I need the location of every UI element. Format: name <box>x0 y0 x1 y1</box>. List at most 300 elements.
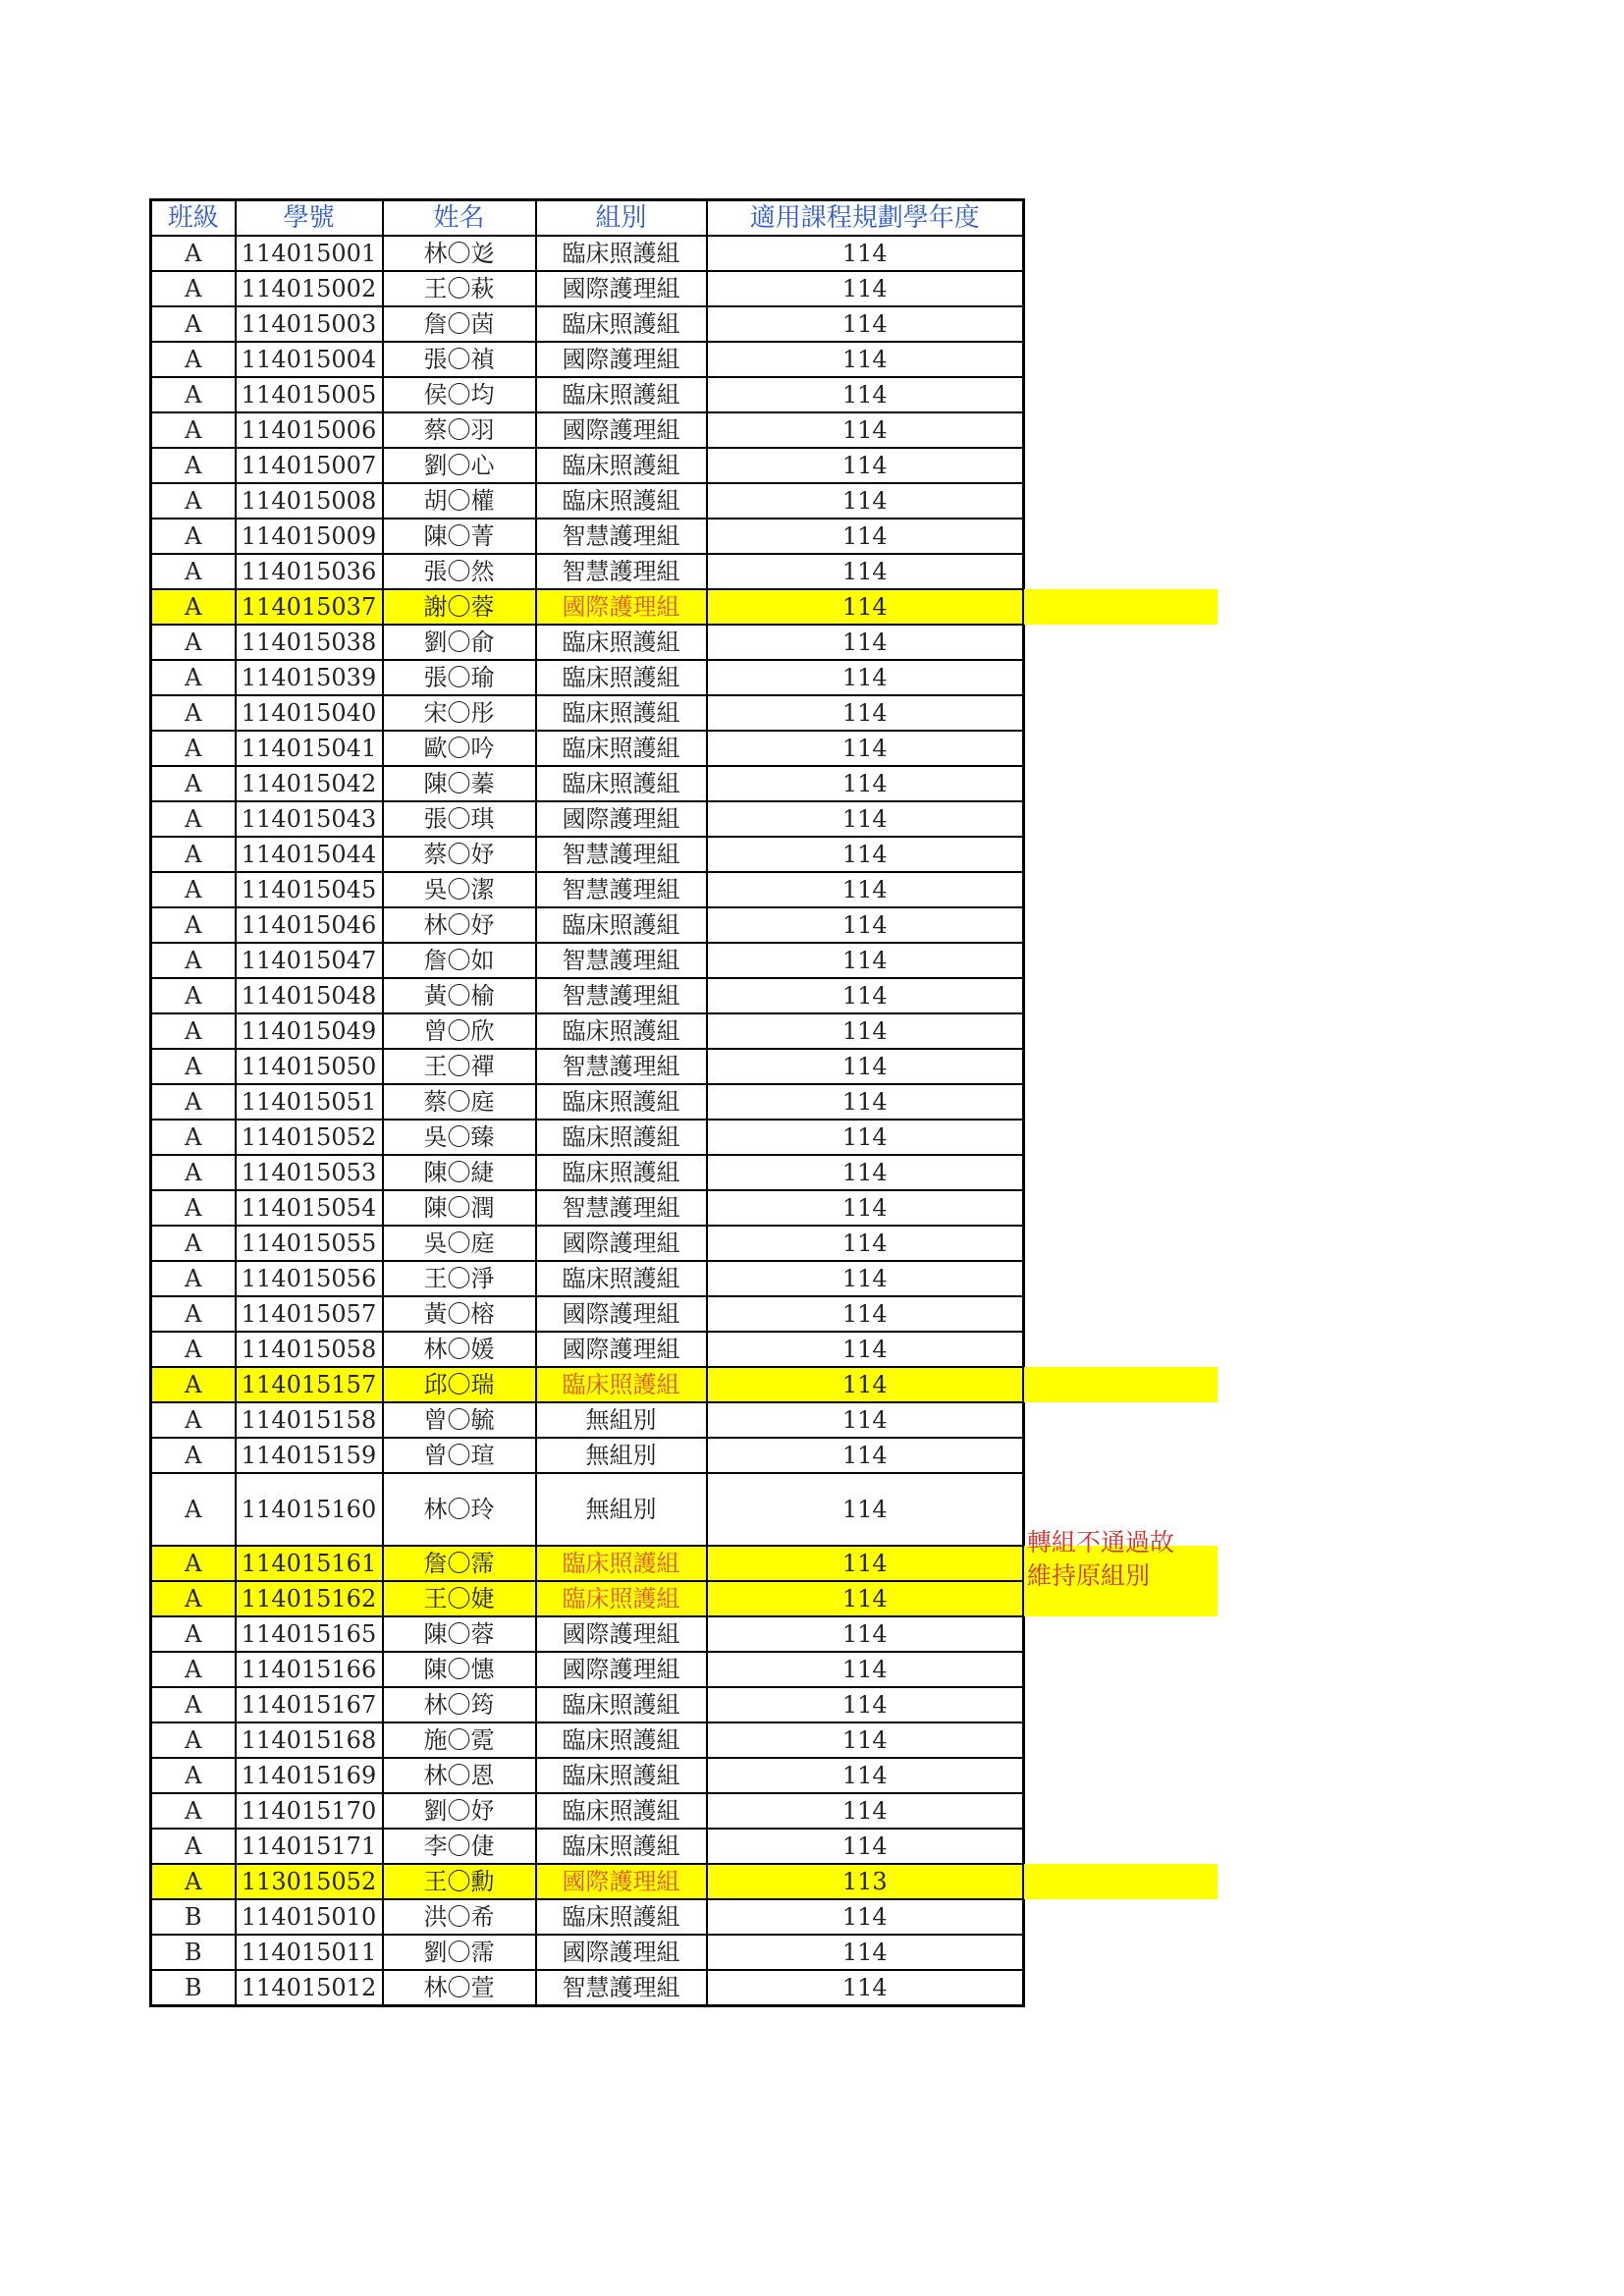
cell-class: A <box>151 1473 236 1546</box>
cell-student-id: 114015162 <box>236 1581 383 1616</box>
cell-class: A <box>151 1296 236 1332</box>
cell-student-id: 114015045 <box>236 872 383 907</box>
cell-class: A <box>151 1438 236 1473</box>
table-row <box>151 1581 1024 1616</box>
cell-name: 張〇琪 <box>383 801 536 837</box>
cell-student-id: 114015167 <box>236 1687 383 1722</box>
table-row <box>151 377 1024 412</box>
cell-student-id: 113015052 <box>236 1864 383 1899</box>
table-row <box>151 1473 1024 1546</box>
cell-group: 國際護理組 <box>536 1226 707 1261</box>
cell-curriculum-year: 114 <box>707 271 1024 306</box>
cell-student-id: 114015041 <box>236 731 383 766</box>
table-row <box>151 1864 1024 1899</box>
cell-class: A <box>151 1829 236 1864</box>
table-row <box>151 1616 1024 1652</box>
cell-class: A <box>151 943 236 978</box>
cell-group: 臨床照護組 <box>536 1084 707 1120</box>
cell-group: 無組別 <box>536 1402 707 1438</box>
cell-group: 臨床照護組 <box>536 1261 707 1296</box>
cell-group: 國際護理組 <box>536 1616 707 1652</box>
cell-group: 臨床照護組 <box>536 1546 707 1581</box>
cell-name: 洪〇希 <box>383 1899 536 1935</box>
header-student-id: 學號 <box>236 200 383 237</box>
cell-curriculum-year: 114 <box>707 1013 1024 1049</box>
cell-group: 臨床照護組 <box>536 625 707 660</box>
cell-name: 詹〇茵 <box>383 306 536 342</box>
cell-curriculum-year: 114 <box>707 554 1024 589</box>
cell-curriculum-year: 114 <box>707 1616 1024 1652</box>
cell-class: A <box>151 1332 236 1367</box>
cell-group: 臨床照護組 <box>536 377 707 412</box>
cell-name: 陳〇潤 <box>383 1190 536 1226</box>
cell-class: A <box>151 1049 236 1084</box>
cell-group: 國際護理組 <box>536 589 707 625</box>
cell-name: 宋〇彤 <box>383 695 536 731</box>
cell-class: A <box>151 625 236 660</box>
cell-curriculum-year: 114 <box>707 1332 1024 1367</box>
cell-student-id: 114015043 <box>236 801 383 837</box>
table-row <box>151 660 1024 695</box>
cell-student-id: 114015005 <box>236 377 383 412</box>
cell-group: 智慧護理組 <box>536 872 707 907</box>
cell-class: A <box>151 1581 236 1616</box>
table-row <box>151 1013 1024 1049</box>
cell-class: A <box>151 1546 236 1581</box>
cell-curriculum-year: 114 <box>707 1190 1024 1226</box>
cell-student-id: 114015004 <box>236 342 383 377</box>
cell-name: 劉〇心 <box>383 448 536 483</box>
cell-class: B <box>151 1935 236 1970</box>
cell-group: 國際護理組 <box>536 1652 707 1687</box>
cell-name: 胡〇權 <box>383 483 536 519</box>
cell-curriculum-year: 114 <box>707 1261 1024 1296</box>
table-row <box>151 1652 1024 1687</box>
table-row <box>151 1438 1024 1473</box>
table-row <box>151 1261 1024 1296</box>
cell-curriculum-year: 114 <box>707 1687 1024 1722</box>
cell-name: 陳〇蓉 <box>383 1616 536 1652</box>
cell-name: 王〇萩 <box>383 271 536 306</box>
table-row <box>151 695 1024 731</box>
cell-group: 臨床照護組 <box>536 1367 707 1402</box>
cell-curriculum-year: 114 <box>707 1402 1024 1438</box>
cell-class: B <box>151 1970 236 2006</box>
cell-curriculum-year: 114 <box>707 1935 1024 1970</box>
cell-name: 林〇玲 <box>383 1473 536 1546</box>
table-row <box>151 1758 1024 1793</box>
cell-curriculum-year: 114 <box>707 1367 1024 1402</box>
cell-curriculum-year: 114 <box>707 801 1024 837</box>
cell-group: 智慧護理組 <box>536 978 707 1013</box>
cell-name: 劉〇妤 <box>383 1793 536 1829</box>
cell-group: 臨床照護組 <box>536 1687 707 1722</box>
cell-group: 臨床照護組 <box>536 1155 707 1190</box>
table-row <box>151 1367 1024 1402</box>
cell-name: 陳〇蓁 <box>383 766 536 801</box>
table-row <box>151 236 1024 271</box>
table-row <box>151 1829 1024 1864</box>
cell-name: 謝〇蓉 <box>383 589 536 625</box>
cell-name: 吳〇潔 <box>383 872 536 907</box>
table-row <box>151 306 1024 342</box>
table-row <box>151 1332 1024 1367</box>
cell-curriculum-year: 114 <box>707 236 1024 271</box>
cell-student-id: 114015157 <box>236 1367 383 1402</box>
table-row <box>151 1226 1024 1261</box>
cell-class: A <box>151 801 236 837</box>
cell-group: 無組別 <box>536 1438 707 1473</box>
cell-group: 臨床照護組 <box>536 1829 707 1864</box>
cell-student-id: 114015158 <box>236 1402 383 1438</box>
cell-name: 黃〇榆 <box>383 978 536 1013</box>
cell-class: A <box>151 1864 236 1899</box>
table-row <box>151 1935 1024 1970</box>
note-line-1: 轉組不通過故 <box>1027 1528 1175 1557</box>
cell-student-id: 114015048 <box>236 978 383 1013</box>
table-row <box>151 483 1024 519</box>
cell-name: 王〇禪 <box>383 1049 536 1084</box>
table-row <box>151 625 1024 660</box>
cell-class: A <box>151 766 236 801</box>
cell-group: 國際護理組 <box>536 1332 707 1367</box>
cell-curriculum-year: 114 <box>707 1049 1024 1084</box>
table-row <box>151 412 1024 448</box>
cell-class: A <box>151 1687 236 1722</box>
cell-name: 蔡〇庭 <box>383 1084 536 1120</box>
cell-curriculum-year: 114 <box>707 342 1024 377</box>
cell-class: A <box>151 1793 236 1829</box>
cell-class: A <box>151 1722 236 1758</box>
cell-student-id: 114015058 <box>236 1332 383 1367</box>
cell-curriculum-year: 114 <box>707 1084 1024 1120</box>
cell-curriculum-year: 114 <box>707 660 1024 695</box>
cell-group: 臨床照護組 <box>536 660 707 695</box>
cell-group: 臨床照護組 <box>536 1120 707 1155</box>
cell-group: 臨床照護組 <box>536 731 707 766</box>
cell-student-id: 114015012 <box>236 1970 383 2006</box>
cell-student-id: 114015008 <box>236 483 383 519</box>
cell-curriculum-year: 114 <box>707 907 1024 943</box>
cell-group: 臨床照護組 <box>536 1013 707 1049</box>
table-row <box>151 1687 1024 1722</box>
cell-group: 智慧護理組 <box>536 519 707 554</box>
cell-group: 國際護理組 <box>536 1296 707 1332</box>
cell-student-id: 114015057 <box>236 1296 383 1332</box>
cell-name: 王〇勳 <box>383 1864 536 1899</box>
cell-curriculum-year: 114 <box>707 589 1024 625</box>
cell-curriculum-year: 114 <box>707 1473 1024 1546</box>
row-highlight-extension <box>1024 589 1218 625</box>
cell-curriculum-year: 114 <box>707 766 1024 801</box>
cell-student-id: 114015056 <box>236 1261 383 1296</box>
cell-student-id: 114015050 <box>236 1049 383 1084</box>
cell-name: 王〇婕 <box>383 1581 536 1616</box>
table-row <box>151 1722 1024 1758</box>
cell-student-id: 114015007 <box>236 448 383 483</box>
cell-class: A <box>151 660 236 695</box>
cell-group: 國際護理組 <box>536 801 707 837</box>
cell-curriculum-year: 114 <box>707 483 1024 519</box>
table-row <box>151 271 1024 306</box>
cell-name: 蔡〇妤 <box>383 837 536 872</box>
cell-class: A <box>151 271 236 306</box>
cell-name: 林〇恩 <box>383 1758 536 1793</box>
cell-curriculum-year: 114 <box>707 1829 1024 1864</box>
cell-student-id: 114015042 <box>236 766 383 801</box>
cell-class: A <box>151 342 236 377</box>
cell-class: A <box>151 448 236 483</box>
table-row <box>151 837 1024 872</box>
cell-curriculum-year: 114 <box>707 731 1024 766</box>
cell-curriculum-year: 114 <box>707 625 1024 660</box>
cell-curriculum-year: 114 <box>707 837 1024 872</box>
cell-student-id: 114015036 <box>236 554 383 589</box>
cell-group: 無組別 <box>536 1473 707 1546</box>
cell-student-id: 114015051 <box>236 1084 383 1120</box>
cell-name: 李〇倢 <box>383 1829 536 1864</box>
cell-student-id: 114015040 <box>236 695 383 731</box>
cell-student-id: 114015003 <box>236 306 383 342</box>
header-row <box>151 200 1024 237</box>
table-row <box>151 589 1024 625</box>
cell-class: A <box>151 1261 236 1296</box>
cell-curriculum-year: 114 <box>707 306 1024 342</box>
cell-group: 國際護理組 <box>536 412 707 448</box>
cell-class: A <box>151 377 236 412</box>
cell-name: 張〇禎 <box>383 342 536 377</box>
cell-group: 智慧護理組 <box>536 554 707 589</box>
cell-student-id: 114015047 <box>236 943 383 978</box>
cell-name: 劉〇霈 <box>383 1935 536 1970</box>
cell-class: A <box>151 1013 236 1049</box>
cell-class: A <box>151 412 236 448</box>
table-row <box>151 1793 1024 1829</box>
cell-class: A <box>151 1084 236 1120</box>
cell-curriculum-year: 114 <box>707 1296 1024 1332</box>
table-row <box>151 1970 1024 2006</box>
cell-name: 林〇萱 <box>383 1970 536 2006</box>
cell-group: 臨床照護組 <box>536 1581 707 1616</box>
cell-name: 吳〇庭 <box>383 1226 536 1261</box>
cell-name: 蔡〇羽 <box>383 412 536 448</box>
cell-class: B <box>151 1899 236 1935</box>
cell-class: A <box>151 907 236 943</box>
cell-group: 國際護理組 <box>536 1864 707 1899</box>
header-curriculum-year: 適用課程規劃學年度 <box>707 200 1024 237</box>
cell-student-id: 114015009 <box>236 519 383 554</box>
cell-class: A <box>151 695 236 731</box>
cell-class: A <box>151 519 236 554</box>
cell-student-id: 114015052 <box>236 1120 383 1155</box>
cell-group: 智慧護理組 <box>536 1190 707 1226</box>
cell-name: 劉〇俞 <box>383 625 536 660</box>
cell-curriculum-year: 114 <box>707 978 1024 1013</box>
cell-name: 林〇彣 <box>383 236 536 271</box>
cell-group: 智慧護理組 <box>536 1970 707 2006</box>
cell-curriculum-year: 114 <box>707 1438 1024 1473</box>
cell-student-id: 114015171 <box>236 1829 383 1864</box>
cell-class: A <box>151 872 236 907</box>
cell-group: 國際護理組 <box>536 1935 707 1970</box>
table-row <box>151 1049 1024 1084</box>
cell-class: A <box>151 554 236 589</box>
cell-class: A <box>151 1402 236 1438</box>
cell-student-id: 114015010 <box>236 1899 383 1935</box>
table-row <box>151 872 1024 907</box>
cell-class: A <box>151 236 236 271</box>
note-line-2: 維持原組別 <box>1027 1561 1151 1590</box>
cell-name: 黃〇榕 <box>383 1296 536 1332</box>
side-note <box>1027 1526 1223 1593</box>
table-row <box>151 943 1024 978</box>
cell-curriculum-year: 114 <box>707 1581 1024 1616</box>
cell-name: 侯〇均 <box>383 377 536 412</box>
cell-name: 陳〇憓 <box>383 1652 536 1687</box>
table-row <box>151 1546 1024 1581</box>
student-group-table <box>149 198 1025 2007</box>
cell-curriculum-year: 114 <box>707 519 1024 554</box>
cell-name: 林〇媛 <box>383 1332 536 1367</box>
cell-name: 詹〇霈 <box>383 1546 536 1581</box>
cell-curriculum-year: 114 <box>707 1722 1024 1758</box>
cell-student-id: 114015006 <box>236 412 383 448</box>
cell-curriculum-year: 114 <box>707 448 1024 483</box>
cell-student-id: 114015055 <box>236 1226 383 1261</box>
cell-student-id: 114015046 <box>236 907 383 943</box>
cell-group: 臨床照護組 <box>536 236 707 271</box>
cell-group: 臨床照護組 <box>536 1758 707 1793</box>
cell-class: A <box>151 978 236 1013</box>
table-row <box>151 1296 1024 1332</box>
table-row <box>151 1084 1024 1120</box>
cell-name: 施〇霓 <box>383 1722 536 1758</box>
cell-student-id: 114015002 <box>236 271 383 306</box>
cell-name: 邱〇瑞 <box>383 1367 536 1402</box>
cell-student-id: 114015049 <box>236 1013 383 1049</box>
cell-group: 臨床照護組 <box>536 1793 707 1829</box>
cell-name: 曾〇毓 <box>383 1402 536 1438</box>
cell-name: 詹〇如 <box>383 943 536 978</box>
cell-curriculum-year: 114 <box>707 1970 1024 2006</box>
cell-name: 陳〇緁 <box>383 1155 536 1190</box>
cell-class: A <box>151 483 236 519</box>
cell-curriculum-year: 114 <box>707 943 1024 978</box>
cell-group: 臨床照護組 <box>536 907 707 943</box>
cell-curriculum-year: 114 <box>707 1546 1024 1581</box>
cell-name: 張〇瑜 <box>383 660 536 695</box>
cell-curriculum-year: 114 <box>707 872 1024 907</box>
cell-curriculum-year: 114 <box>707 412 1024 448</box>
cell-class: A <box>151 731 236 766</box>
cell-group: 臨床照護組 <box>536 1722 707 1758</box>
header-group: 組別 <box>536 200 707 237</box>
cell-student-id: 114015044 <box>236 837 383 872</box>
cell-student-id: 114015165 <box>236 1616 383 1652</box>
cell-group: 臨床照護組 <box>536 448 707 483</box>
cell-student-id: 114015159 <box>236 1438 383 1473</box>
cell-class: A <box>151 589 236 625</box>
cell-student-id: 114015166 <box>236 1652 383 1687</box>
cell-name: 曾〇欣 <box>383 1013 536 1049</box>
cell-class: A <box>151 1616 236 1652</box>
table-row <box>151 907 1024 943</box>
header-class: 班級 <box>151 200 236 237</box>
cell-name: 吳〇臻 <box>383 1120 536 1155</box>
cell-name: 歐〇吟 <box>383 731 536 766</box>
cell-curriculum-year: 114 <box>707 1120 1024 1155</box>
cell-name: 王〇淨 <box>383 1261 536 1296</box>
cell-class: A <box>151 1758 236 1793</box>
cell-group: 臨床照護組 <box>536 766 707 801</box>
cell-curriculum-year: 114 <box>707 377 1024 412</box>
cell-student-id: 114015054 <box>236 1190 383 1226</box>
cell-group: 臨床照護組 <box>536 695 707 731</box>
header-name: 姓名 <box>383 200 536 237</box>
cell-class: A <box>151 1190 236 1226</box>
cell-student-id: 114015037 <box>236 589 383 625</box>
cell-group: 智慧護理組 <box>536 1049 707 1084</box>
cell-curriculum-year: 114 <box>707 1226 1024 1261</box>
table-row <box>151 1155 1024 1190</box>
cell-curriculum-year: 114 <box>707 1155 1024 1190</box>
cell-class: A <box>151 1652 236 1687</box>
cell-student-id: 114015038 <box>236 625 383 660</box>
cell-student-id: 114015039 <box>236 660 383 695</box>
cell-name: 陳〇菁 <box>383 519 536 554</box>
table-row <box>151 1190 1024 1226</box>
cell-student-id: 114015170 <box>236 1793 383 1829</box>
table-row <box>151 1899 1024 1935</box>
table-row <box>151 978 1024 1013</box>
cell-class: A <box>151 306 236 342</box>
cell-name: 曾〇瑄 <box>383 1438 536 1473</box>
table-row <box>151 1120 1024 1155</box>
cell-group: 國際護理組 <box>536 342 707 377</box>
cell-student-id: 114015053 <box>236 1155 383 1190</box>
cell-group: 智慧護理組 <box>536 837 707 872</box>
cell-group: 臨床照護組 <box>536 306 707 342</box>
table-row <box>151 766 1024 801</box>
cell-group: 臨床照護組 <box>536 483 707 519</box>
cell-class: A <box>151 1226 236 1261</box>
table-row <box>151 1402 1024 1438</box>
cell-group: 智慧護理組 <box>536 943 707 978</box>
cell-student-id: 114015161 <box>236 1546 383 1581</box>
cell-student-id: 114015160 <box>236 1473 383 1546</box>
cell-curriculum-year: 114 <box>707 1652 1024 1687</box>
cell-curriculum-year: 113 <box>707 1864 1024 1899</box>
table-row <box>151 731 1024 766</box>
cell-name: 林〇妤 <box>383 907 536 943</box>
row-highlight-extension <box>1024 1367 1218 1402</box>
cell-group: 臨床照護組 <box>536 1899 707 1935</box>
cell-student-id: 114015168 <box>236 1722 383 1758</box>
table-row <box>151 801 1024 837</box>
cell-class: A <box>151 1120 236 1155</box>
cell-class: A <box>151 1367 236 1402</box>
table-row <box>151 448 1024 483</box>
cell-curriculum-year: 114 <box>707 1758 1024 1793</box>
cell-class: A <box>151 1155 236 1190</box>
cell-curriculum-year: 114 <box>707 1793 1024 1829</box>
table-row <box>151 519 1024 554</box>
cell-student-id: 114015001 <box>236 236 383 271</box>
cell-curriculum-year: 114 <box>707 695 1024 731</box>
table-row <box>151 554 1024 589</box>
cell-group: 國際護理組 <box>536 271 707 306</box>
row-highlight-extension <box>1024 1864 1218 1899</box>
